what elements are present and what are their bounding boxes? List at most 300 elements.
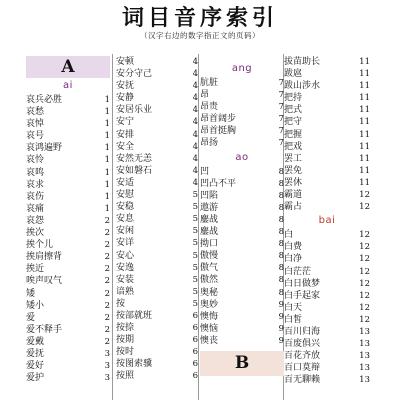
index-entry xyxy=(284,116,370,128)
entry-page-number: 1 xyxy=(104,131,110,142)
page-subtitle: （汉字右边的数字指正文的页码） xyxy=(140,31,260,40)
pinyin-header-ao: ao xyxy=(235,151,249,163)
entry-page-number: 3 xyxy=(104,348,110,359)
entry-word: 白手起家 xyxy=(284,290,321,301)
index-entry xyxy=(284,278,370,290)
entry-word: 挨近 xyxy=(26,264,45,275)
entry-word: 拔苗助长 xyxy=(284,57,321,67)
index-column-4 xyxy=(284,56,370,386)
index-entry xyxy=(116,129,198,141)
entry-page-number: 4 xyxy=(192,129,198,140)
entry-list xyxy=(284,229,370,386)
entry-word: 傲气 xyxy=(200,263,219,274)
index-entry xyxy=(26,360,110,372)
index-entry xyxy=(26,203,110,215)
entry-page-number: 5 xyxy=(192,238,198,249)
entry-page-number: 8 xyxy=(278,275,284,286)
entry-page-number: 11 xyxy=(359,129,370,140)
entry-word: 凹凸不平 xyxy=(200,178,237,189)
index-column-3 xyxy=(200,56,284,376)
index-entry xyxy=(200,311,284,323)
entry-page-number: 7 xyxy=(278,90,284,101)
entry-word: 昂首挺胸 xyxy=(200,126,237,137)
entry-page-number: 9 xyxy=(278,335,284,346)
entry-word: 懊悔 xyxy=(200,311,219,322)
entry-page-number: 7 xyxy=(278,78,284,88)
entry-word: 按时 xyxy=(116,347,135,358)
entry-list xyxy=(116,56,198,383)
index-entry xyxy=(26,312,110,324)
entry-word: 哀鸿遍野 xyxy=(26,143,63,154)
entry-word: 百川归海 xyxy=(284,326,321,337)
entry-word: 白日做梦 xyxy=(284,278,321,289)
entry-word: 哀号 xyxy=(26,131,45,142)
index-entry xyxy=(26,167,110,179)
entry-page-number: 5 xyxy=(192,202,198,213)
entry-word: 奥妙 xyxy=(200,299,219,310)
entry-word: 按照 xyxy=(116,371,135,382)
index-entry xyxy=(116,225,198,237)
entry-word: 安抚 xyxy=(116,81,135,92)
entry-word: 白皙 xyxy=(284,314,303,325)
index-entry xyxy=(284,68,370,80)
entry-page-number: 7 xyxy=(278,126,284,137)
entry-word: 昂首阔步 xyxy=(200,114,237,125)
entry-page-number: 6 xyxy=(192,323,198,334)
index-entry xyxy=(116,334,198,346)
entry-page-number: 12 xyxy=(359,302,370,313)
index-entry xyxy=(116,116,198,128)
entry-page-number: 1 xyxy=(104,107,110,118)
entry-page-number: 7 xyxy=(278,138,284,149)
index-entry xyxy=(284,141,370,153)
index-entry xyxy=(284,189,370,201)
index-entry xyxy=(284,253,370,265)
entry-page-number: 1 xyxy=(104,179,110,190)
entry-word: 安宁 xyxy=(116,117,135,128)
entry-word: 谙熟 xyxy=(116,286,135,297)
index-entry xyxy=(284,153,370,165)
entry-page-number: 8 xyxy=(278,239,284,250)
entry-page-number: 8 xyxy=(278,214,284,225)
entry-word: 哀愁 xyxy=(26,107,45,118)
letter-header-a: A xyxy=(26,56,110,78)
entry-word: 安顿 xyxy=(116,57,135,67)
entry-page-number: 5 xyxy=(192,262,198,273)
index-entry xyxy=(116,286,198,298)
index-entry xyxy=(284,80,370,92)
column-divider xyxy=(112,54,113,400)
entry-page-number: 12 xyxy=(359,230,370,241)
entry-page-number: 11 xyxy=(359,177,370,188)
index-entry xyxy=(26,336,110,348)
pinyin-header-ang: ang xyxy=(231,63,253,74)
column-divider xyxy=(198,54,199,400)
index-entry xyxy=(26,348,110,360)
entry-word: 凹 xyxy=(200,166,210,177)
index-entry xyxy=(116,153,198,165)
entry-page-number: 4 xyxy=(192,93,198,104)
entry-list xyxy=(26,94,110,384)
index-entry xyxy=(116,322,198,334)
index-entry xyxy=(26,300,110,312)
entry-word: 挨肩擦背 xyxy=(26,252,63,263)
entry-page-number: 12 xyxy=(359,266,370,277)
entry-word: 矮 xyxy=(26,288,36,299)
index-entry xyxy=(200,323,284,335)
entry-word: 哀鸣 xyxy=(26,167,45,178)
letter-header-b: B xyxy=(200,351,284,376)
entry-page-number: 2 xyxy=(104,324,110,335)
entry-word: 把握 xyxy=(284,129,303,140)
entry-page-number: 6 xyxy=(192,359,198,370)
entry-word: 昂 xyxy=(200,90,210,101)
entry-page-number: 13 xyxy=(359,375,370,386)
index-entry xyxy=(284,241,370,253)
index-entry xyxy=(200,202,284,214)
index-entry xyxy=(200,335,284,347)
index-entry xyxy=(116,310,198,322)
entry-page-number: 2 xyxy=(104,312,110,323)
entry-word: 跋山涉水 xyxy=(284,81,321,92)
index-column-2 xyxy=(116,56,198,383)
entry-word: 爱护 xyxy=(26,373,45,384)
entry-word: 安慰 xyxy=(116,190,135,201)
entry-page-number: 8 xyxy=(278,190,284,201)
entry-word: 奥秘 xyxy=(200,287,219,298)
index-entry xyxy=(200,89,284,101)
entry-word: 百花齐放 xyxy=(284,351,321,362)
index-entry xyxy=(26,130,110,142)
entry-word: 按 xyxy=(116,298,126,309)
index-entry xyxy=(116,165,198,177)
entry-word: 安装 xyxy=(116,274,135,285)
entry-word: 霸占 xyxy=(284,202,303,213)
index-entry xyxy=(284,56,370,68)
entry-page-number: 2 xyxy=(104,264,110,275)
index-entry xyxy=(116,298,198,310)
index-entry xyxy=(26,251,110,263)
entry-word: 按图索骥 xyxy=(116,359,153,370)
entry-word: 爱 xyxy=(26,312,36,323)
index-entry xyxy=(26,227,110,239)
entry-word: 哀求 xyxy=(26,179,45,190)
index-entry xyxy=(200,113,284,125)
entry-word: 把守 xyxy=(284,117,303,128)
entry-page-number: 2 xyxy=(104,288,110,299)
entry-word: 按部就班 xyxy=(116,310,153,321)
entry-page-number: 1 xyxy=(104,167,110,178)
entry-page-number: 1 xyxy=(104,95,110,105)
entry-page-number: 13 xyxy=(359,363,370,374)
entry-page-number: 3 xyxy=(104,361,110,372)
entry-page-number: 2 xyxy=(104,336,110,347)
entry-word: 白 xyxy=(284,230,294,241)
entry-page-number: 6 xyxy=(192,310,198,321)
entry-word: 昂贵 xyxy=(200,102,219,113)
index-entry xyxy=(200,101,284,113)
entry-word: 把式 xyxy=(284,105,303,116)
entry-word: 傲慢 xyxy=(200,251,219,262)
entry-word: 安逸 xyxy=(116,262,135,273)
entry-word: 懊恼 xyxy=(200,323,219,334)
entry-page-number: 8 xyxy=(278,227,284,238)
entry-page-number: 8 xyxy=(278,178,284,189)
entry-word: 凹陷 xyxy=(200,190,219,201)
index-entry xyxy=(26,288,110,300)
entry-page-number: 12 xyxy=(359,290,370,301)
index-entry xyxy=(26,118,110,130)
entry-page-number: 11 xyxy=(359,105,370,116)
entry-word: 哀怜 xyxy=(26,155,45,166)
index-entry xyxy=(116,56,198,68)
entry-page-number: 4 xyxy=(192,141,198,152)
entry-word: 肮脏 xyxy=(200,78,219,88)
entry-page-number: 11 xyxy=(359,57,370,67)
index-entry xyxy=(116,237,198,249)
entry-word: 跋扈 xyxy=(284,69,303,80)
entry-word: 罢休 xyxy=(284,177,303,188)
entry-word: 按期 xyxy=(116,335,135,346)
index-entry xyxy=(200,178,284,190)
entry-page-number: 2 xyxy=(104,240,110,251)
entry-page-number: 11 xyxy=(359,153,370,164)
entry-page-number: 4 xyxy=(192,105,198,116)
index-entry xyxy=(116,250,198,262)
index-entry xyxy=(116,262,198,274)
entry-word: 安心 xyxy=(116,250,135,261)
entry-page-number: 2 xyxy=(104,228,110,239)
entry-page-number: 4 xyxy=(192,57,198,67)
entry-word: 安如磐石 xyxy=(116,165,153,176)
index-entry xyxy=(284,314,370,326)
entry-word: 鏖战 xyxy=(200,214,219,225)
entry-page-number: 1 xyxy=(104,143,110,154)
entry-page-number: 12 xyxy=(359,278,370,289)
entry-word: 傲然 xyxy=(200,275,219,286)
index-entry xyxy=(284,129,370,141)
entry-word: 挨个儿 xyxy=(26,240,54,251)
index-entry xyxy=(116,274,198,286)
entry-page-number: 11 xyxy=(359,141,370,152)
entry-word: 安稳 xyxy=(116,202,135,213)
entry-page-number: 12 xyxy=(359,190,370,201)
entry-word: 把戏 xyxy=(284,141,303,152)
entry-page-number: 5 xyxy=(192,274,198,285)
entry-word: 安详 xyxy=(116,238,135,249)
entry-page-number: 5 xyxy=(192,226,198,237)
entry-word: 罢工 xyxy=(284,153,303,164)
entry-word: 矮小 xyxy=(26,300,45,311)
index-entry xyxy=(200,262,284,274)
entry-page-number: 8 xyxy=(278,166,284,177)
entry-page-number: 7 xyxy=(278,114,284,125)
index-entry xyxy=(26,324,110,336)
entry-page-number: 8 xyxy=(278,263,284,274)
index-entry xyxy=(200,190,284,202)
index-entry xyxy=(284,229,370,241)
index-entry xyxy=(26,263,110,275)
entry-word: 爱不释手 xyxy=(26,324,63,335)
entry-word: 哀伤 xyxy=(26,191,45,202)
index-entry xyxy=(284,92,370,104)
entry-list xyxy=(284,56,370,213)
entry-page-number: 2 xyxy=(104,215,110,226)
index-entry xyxy=(116,346,198,358)
entry-word: 安然无恙 xyxy=(116,153,153,164)
entry-page-number: 4 xyxy=(192,153,198,164)
index-entry xyxy=(26,106,110,118)
entry-page-number: 1 xyxy=(104,119,110,130)
index-entry xyxy=(284,338,370,350)
index-entry xyxy=(116,68,198,80)
entry-page-number: 1 xyxy=(104,155,110,166)
index-entry xyxy=(284,374,370,386)
entry-page-number: 9 xyxy=(278,299,284,310)
entry-page-number: 12 xyxy=(359,314,370,325)
entry-page-number: 8 xyxy=(278,251,284,262)
index-entry xyxy=(116,104,198,116)
entry-word: 白净 xyxy=(284,254,303,265)
entry-word: 百口莫辩 xyxy=(284,363,321,374)
entry-page-number: 12 xyxy=(359,254,370,265)
entry-word: 哀兵必胜 xyxy=(26,95,63,105)
entry-page-number: 2 xyxy=(104,252,110,263)
index-entry xyxy=(200,274,284,286)
entry-page-number: 6 xyxy=(192,371,198,382)
entry-page-number: 11 xyxy=(359,69,370,80)
entry-word: 白天 xyxy=(284,302,303,313)
pinyin-header-bai: bai xyxy=(318,215,336,227)
entry-word: 白费 xyxy=(284,242,303,253)
entry-list xyxy=(200,166,284,347)
entry-word: 唉声叹气 xyxy=(26,276,63,287)
entry-page-number: 13 xyxy=(359,351,370,362)
index-entry xyxy=(26,179,110,191)
entry-page-number: 9 xyxy=(278,311,284,322)
entry-word: 爱抚 xyxy=(26,348,45,359)
index-entry xyxy=(26,191,110,203)
entry-page-number: 11 xyxy=(359,117,370,128)
entry-word: 把持 xyxy=(284,93,303,104)
index-entry xyxy=(26,275,110,287)
entry-page-number: 6 xyxy=(192,347,198,358)
index-entry xyxy=(116,358,198,370)
entry-page-number: 11 xyxy=(359,93,370,104)
entry-page-number: 4 xyxy=(192,69,198,80)
entry-list xyxy=(200,77,284,150)
entry-page-number: 5 xyxy=(192,214,198,225)
index-entry xyxy=(116,141,198,153)
entry-page-number: 5 xyxy=(192,190,198,201)
entry-word: 昂扬 xyxy=(200,138,219,149)
entry-word: 百无聊赖 xyxy=(284,375,321,386)
index-entry xyxy=(284,302,370,314)
entry-page-number: 4 xyxy=(192,177,198,188)
entry-page-number: 8 xyxy=(278,287,284,298)
entry-page-number: 4 xyxy=(192,81,198,92)
entry-word: 爱好 xyxy=(26,361,45,372)
index-entry xyxy=(26,142,110,154)
entry-page-number: 4 xyxy=(192,165,198,176)
entry-page-number: 11 xyxy=(359,165,370,176)
entry-word: 哀痛 xyxy=(26,203,45,214)
entry-page-number: 2 xyxy=(104,300,110,311)
index-column-1 xyxy=(26,56,110,384)
index-entry xyxy=(26,239,110,251)
entry-word: 安闲 xyxy=(116,226,135,237)
index-entry xyxy=(116,189,198,201)
entry-page-number: 8 xyxy=(278,202,284,213)
index-entry xyxy=(116,213,198,225)
index-entry xyxy=(284,350,370,362)
entry-page-number: 2 xyxy=(104,276,110,287)
entry-word: 百废俱兴 xyxy=(284,339,321,350)
entry-page-number: 5 xyxy=(192,286,198,297)
entry-page-number: 6 xyxy=(192,335,198,346)
index-entry xyxy=(284,201,370,213)
index-entry xyxy=(200,226,284,238)
index-entry xyxy=(116,177,198,189)
entry-page-number: 11 xyxy=(359,81,370,92)
entry-word: 安排 xyxy=(116,129,135,140)
entry-word: 安分守己 xyxy=(116,69,153,80)
index-entry xyxy=(26,154,110,166)
page-title: 词目音序索引 xyxy=(121,5,278,31)
index-entry xyxy=(284,104,370,116)
entry-page-number: 13 xyxy=(359,339,370,350)
index-entry xyxy=(200,238,284,250)
entry-word: 挨次 xyxy=(26,228,45,239)
index-entry xyxy=(284,362,370,374)
entry-page-number: 1 xyxy=(104,191,110,202)
pinyin-header-ai: ai xyxy=(63,80,73,91)
index-entry xyxy=(200,125,284,137)
index-entry xyxy=(200,166,284,178)
index-entry xyxy=(200,214,284,226)
entry-page-number: 12 xyxy=(359,202,370,213)
entry-page-number: 5 xyxy=(192,250,198,261)
entry-word: 安息 xyxy=(116,214,135,225)
index-entry xyxy=(26,372,110,384)
index-entry xyxy=(116,370,198,382)
entry-word: 白茫茫 xyxy=(284,266,312,277)
entry-word: 按捺 xyxy=(116,323,135,334)
index-entry xyxy=(200,287,284,299)
entry-word: 拗口 xyxy=(200,239,219,250)
entry-page-number: 13 xyxy=(359,326,370,337)
entry-word: 懊丧 xyxy=(200,335,219,346)
index-entry xyxy=(26,94,110,106)
entry-page-number: 4 xyxy=(192,117,198,128)
index-entry xyxy=(200,250,284,262)
index-entry xyxy=(116,92,198,104)
index-entry xyxy=(284,177,370,189)
index-entry xyxy=(200,137,284,149)
entry-word: 安居乐业 xyxy=(116,105,153,116)
entry-page-number: 5 xyxy=(192,298,198,309)
entry-word: 安适 xyxy=(116,177,135,188)
entry-word: 霸道 xyxy=(284,190,303,201)
index-entry xyxy=(200,299,284,311)
entry-page-number: 3 xyxy=(104,373,110,384)
entry-word: 安静 xyxy=(116,93,135,104)
entry-page-number: 9 xyxy=(278,323,284,334)
entry-word: 哀怨 xyxy=(26,215,45,226)
entry-word: 遨游 xyxy=(200,202,219,213)
entry-word: 安全 xyxy=(116,141,135,152)
entry-word: 罢免 xyxy=(284,165,303,176)
